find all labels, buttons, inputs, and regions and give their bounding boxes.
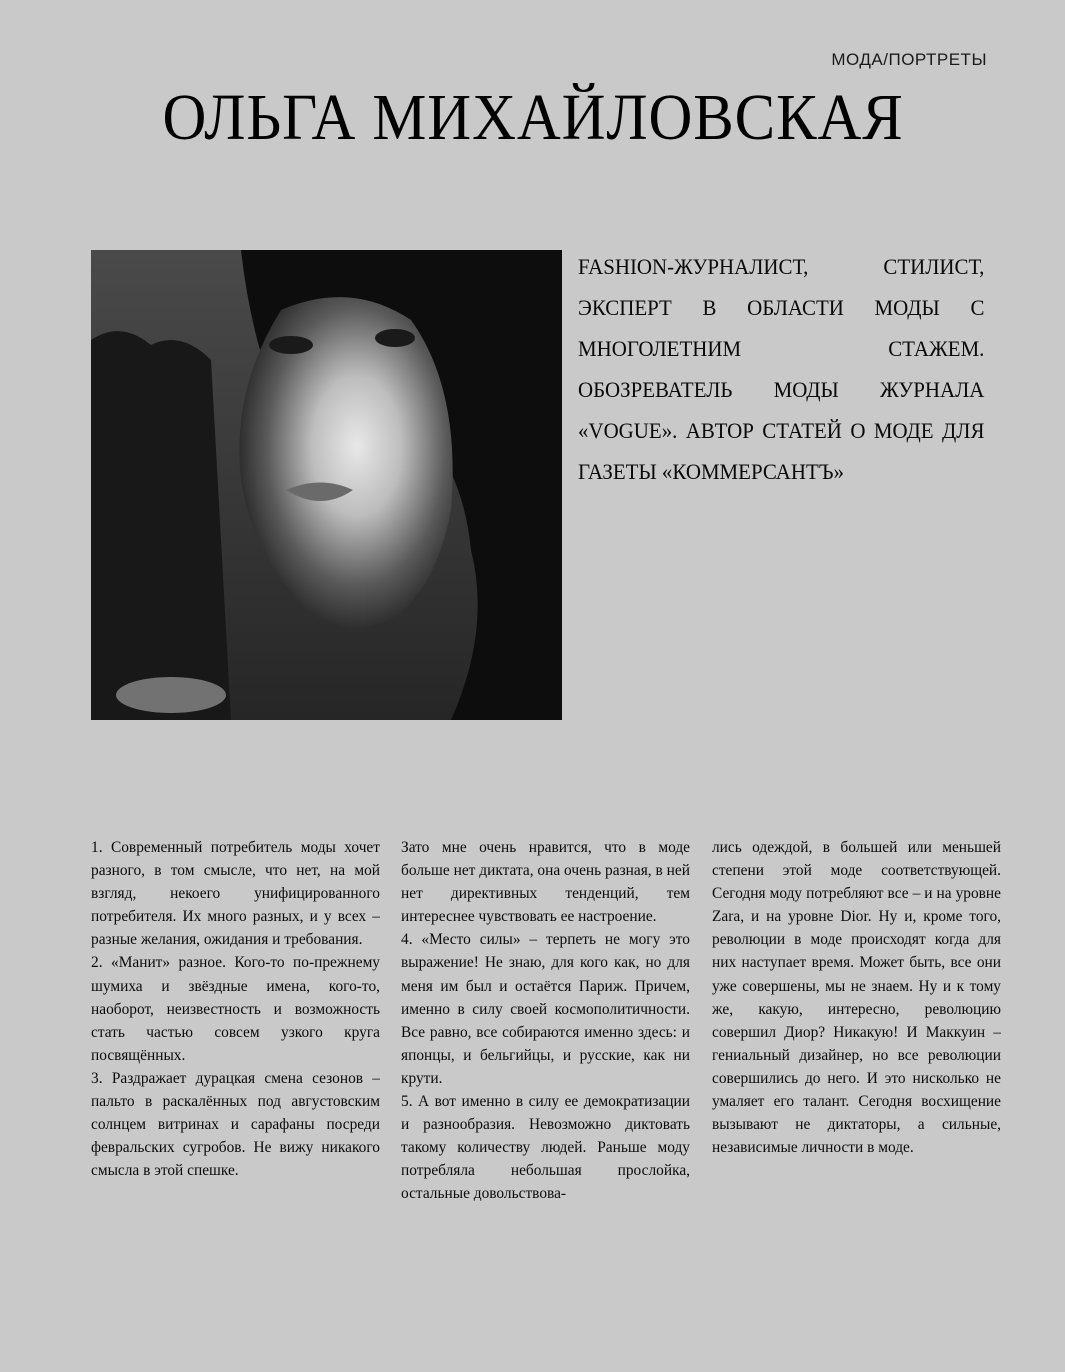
lead-paragraph: FASHION-ЖУРНАЛИСТ, СТИЛИСТ, ЭКСПЕРТ В ОБЛАСТИ МОДЫ С МНОГОЛЕТНИМ СТАЖЕМ. ОБОЗРЕВАТЕЛЬ МОДЫ ЖУРНАЛА «VOGUE». АВТОР СТАТЕЙ О МОДЕ ДЛЯ ГАЗЕТЫ «КОММЕРСАНТЪ» <box>578 254 985 484</box>
paragraph: 1. Современный потребитель моды хочет разного, в том смысле, что нет, на мой взгляд, некоего унифицированного потребителя. Их много разных, и у всех – разные желания, ожидания и требования. <box>91 839 380 949</box>
article-body <box>91 836 1003 1206</box>
paragraph: лись одеждой, в большей или меньшей степени этой моде соответствующей. Сегодня моду потребляют все – и на уровне Zara, и на уровне Dior. Ну и, кроме того, революции в моде происходят когда для них наступает время. Может быть, все они уже совершены, мы не знаем. Ну и к тому же, какую, интересно, революцию совершил Диор? Никакую! И Маккуин – гениальный дизайнер, но все революции совершились до него. И это нисколько не умаляет его талант. Сегодня восхищение вызывают не диктаторы, а сильные, независимые личности в моде. <box>712 839 1001 1157</box>
paragraph: 2. «Манит» разное. Кого-то по-прежнему шумиха и звёздные имена, кого-то, наоборот, неизвестность и возможность стать частью совсем узкого круга посвящённых. <box>91 954 380 1064</box>
paragraph: 3. Раздражает дурацкая смена сезонов – пальто в раскалённых под августовским солнцем витринах и сарафаны посреди февральских сугробов. Не вижу никакого смысла в этой спешке. <box>91 1069 380 1180</box>
article-column-3 <box>712 836 1001 1206</box>
page-title: ОЛЬГА МИХАЙЛОВСКАЯ <box>162 81 904 154</box>
portrait-photo <box>91 250 562 720</box>
article-column-2 <box>401 836 690 1206</box>
paragraph: Зато мне очень нравится, что в моде больше нет диктата, она очень разная, в ней нет директивных тенденций, тем интереснее чувствовать ее настроение. <box>401 839 690 926</box>
article-column-1 <box>91 836 380 1206</box>
paragraph: 4. «Место силы» – терпеть не могу это выражение! Не знаю, для кого как, но для меня им был и остаётся Париж. Причем, именно в силу своей космополитичности. Все равно, все собираются именно здесь: и японцы, и бельгийцы, и русские, как ни крути. <box>401 931 690 1087</box>
paragraph: 5. А вот именно в силу ее демократизации и разнообразия. Невозможно диктовать такому количеству людей. Раньше моду потребляла небольшая прослойка, остальные довольствова- <box>401 1093 690 1203</box>
section-label: МОДА/ПОРТРЕТЫ <box>831 50 987 69</box>
